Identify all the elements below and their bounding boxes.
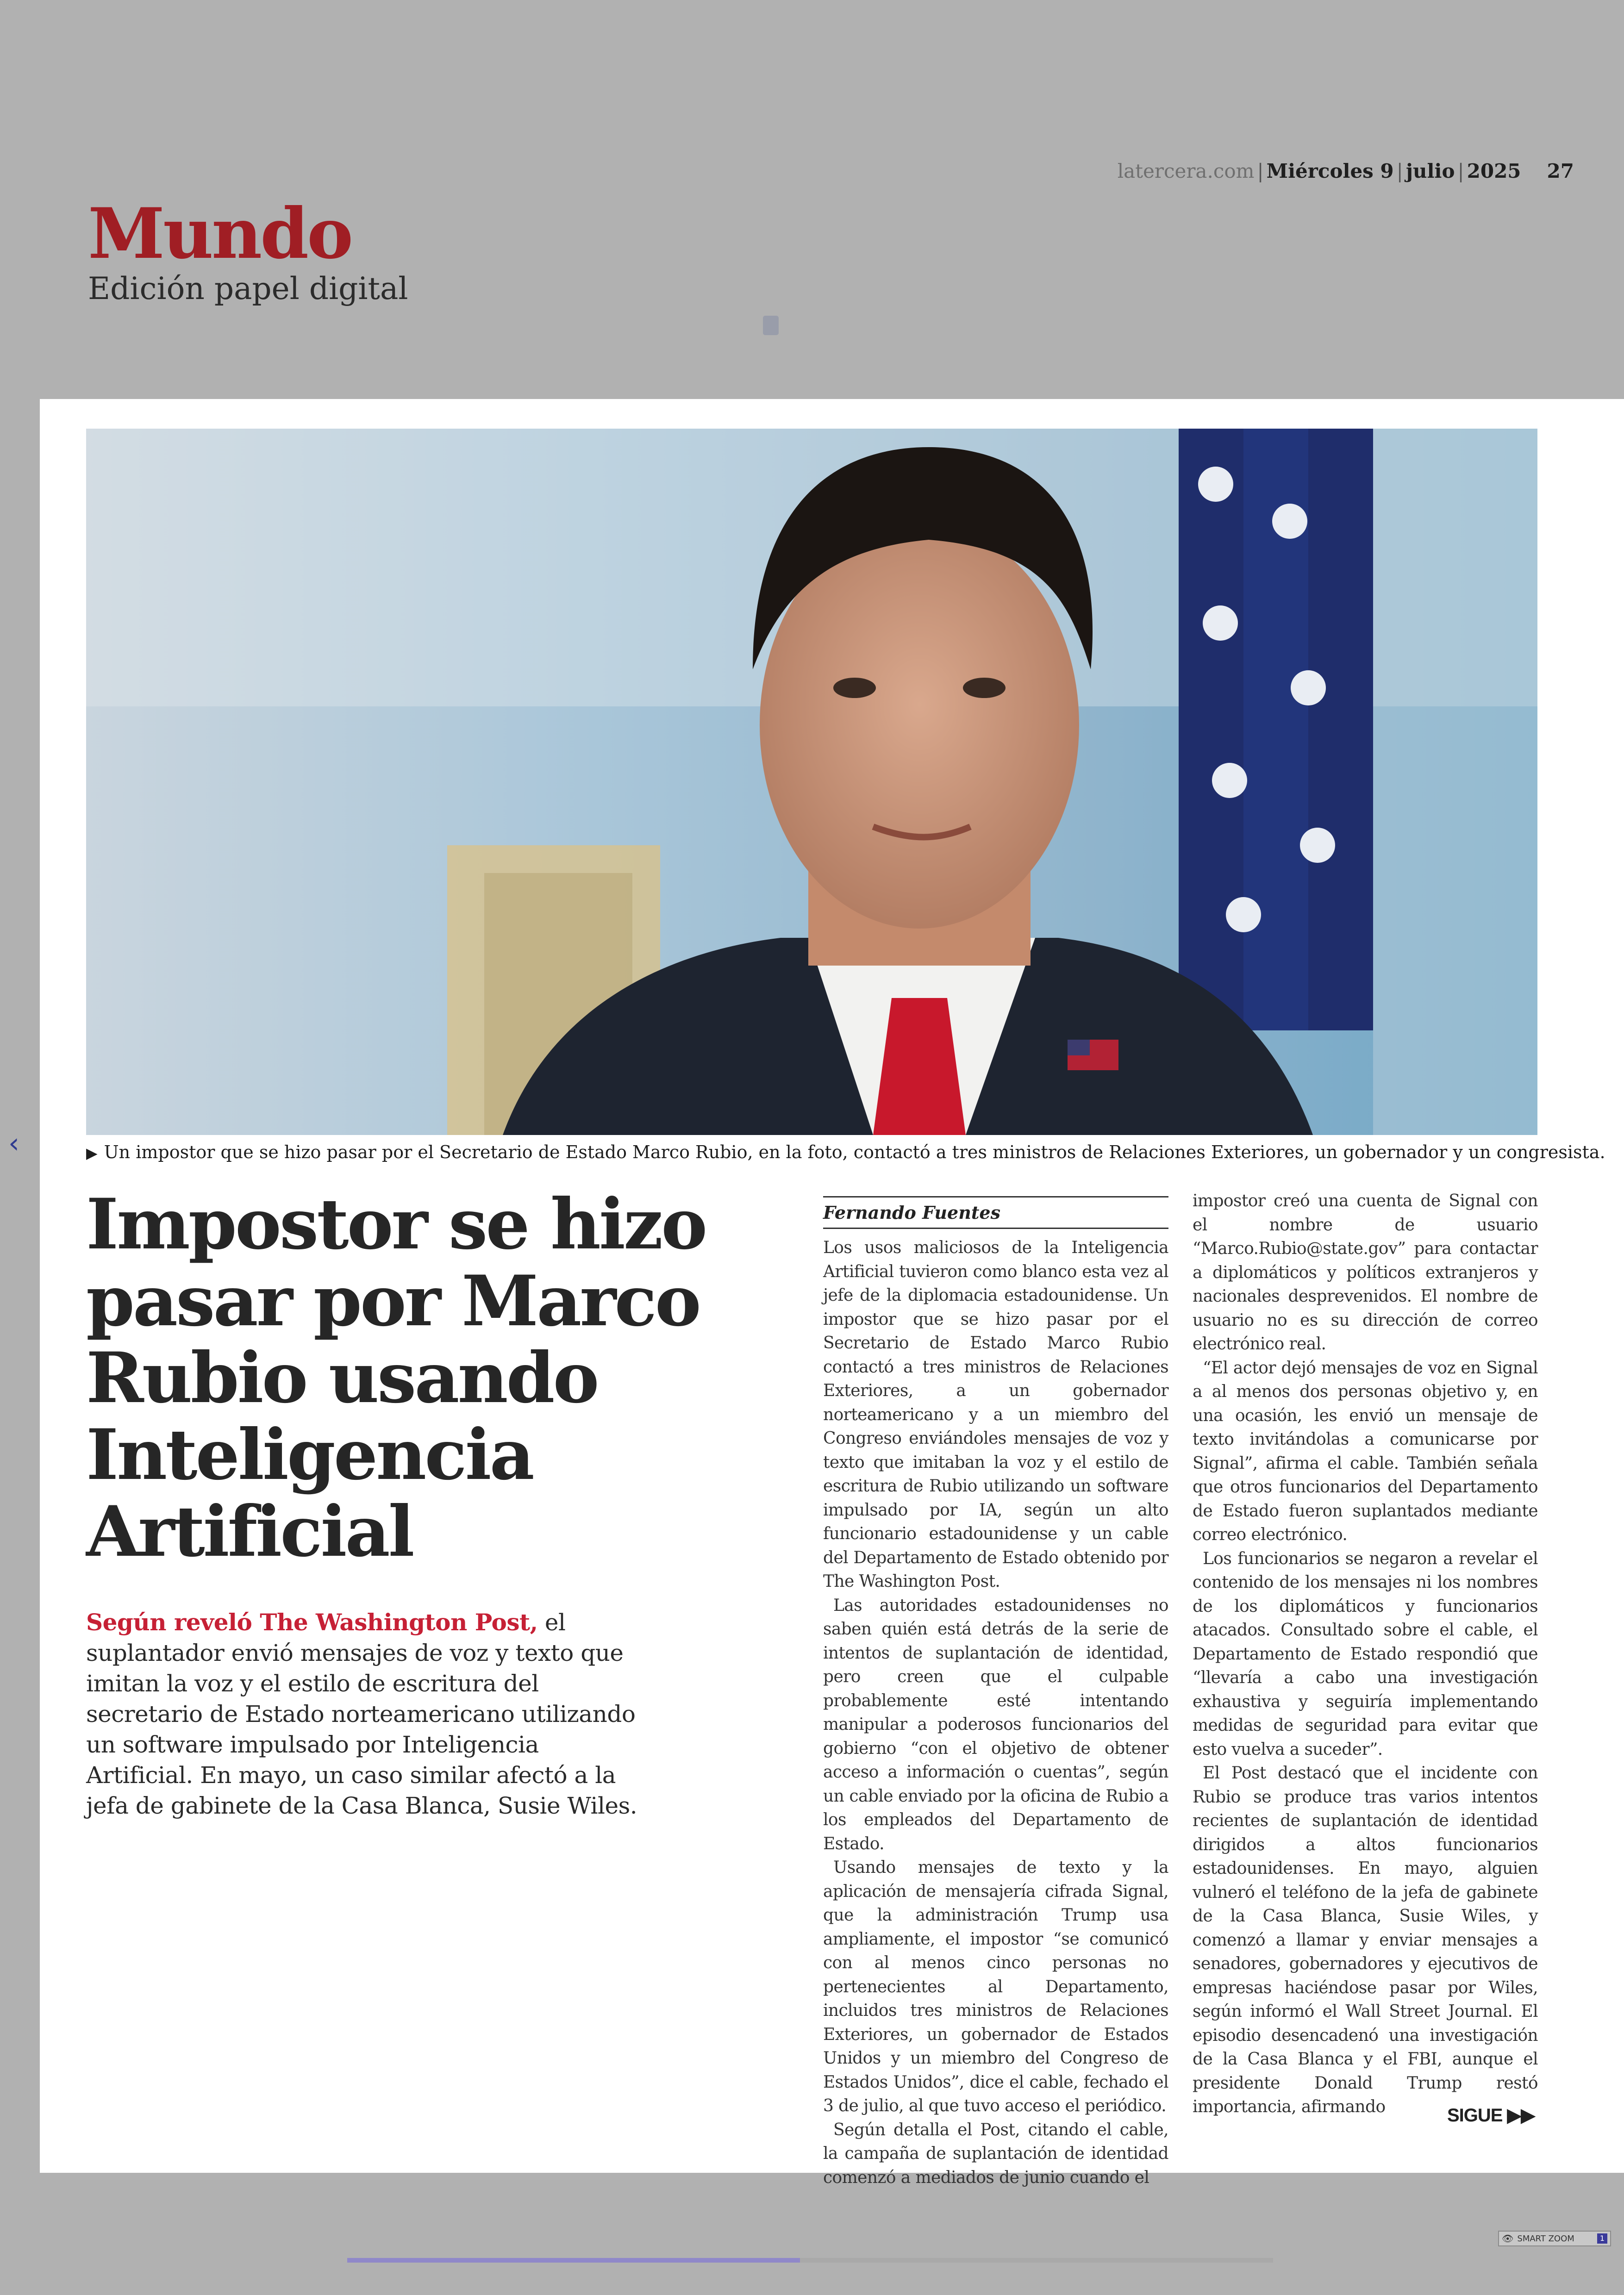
paragraph: Según detalla el Post, citando el cable, la campaña de suplantación de identidad comenzó a mediados de junio cuando el — [823, 2120, 1168, 2187]
smart-zoom-button[interactable] — [1498, 2231, 1611, 2246]
article-deck — [86, 1607, 646, 1821]
header-dateline — [1118, 160, 1574, 182]
continue-label: SIGUE ▶▶ — [1447, 2105, 1535, 2126]
caption-marker-icon: ▶ — [86, 1144, 98, 1162]
caption-text: Un impostor que se hizo pasar por el Secretario de Estado Marco Rubio, en la foto, contactó a tres ministros de Relaciones Exteriores, un gobernador y un congresista. — [104, 1142, 1605, 1162]
paragraph: Los funcionarios se negaron a revelar el contenido de los mensajes ni los nombres de los diplomáticos y funcionarios atacados. Consultado sobre el cable, el Departamento de Estado respondió que “llevaría a cabo una investigación exhaustiva y seguiría implementando medidas de seguridad para evitar que esto vuelva a suceder”. — [1193, 1549, 1538, 1759]
eye-icon: 👁 — [1502, 2233, 1514, 2244]
separator: | — [1457, 160, 1464, 182]
paragraph: Los usos maliciosos de la Inteligencia Artificial tuvieron como blanco esta vez al jefe de la diplomacia estadounidense. Un impostor que se hizo pasar por el Secretario de Estado Marco Rubio contactó a tres ministros de Relaciones Exteriores, a un gobernador norteamericano y a un miembro del Congreso enviándoles mensajes de voz y texto que imitaban la voz y el estilo de escritura de Rubio utilizando un software impulsado por IA, según un alto funcionario estadounidense y un cable del Departamento de Estado obtenido por The Washington Post. — [823, 1238, 1168, 1591]
photo-caption — [86, 1142, 1605, 1162]
paragraph: El Post destacó que el incidente con Rubio se produce tras varios intentos recientes de suplantación de identidad dirigidos a altos funcionarios estadounidenses. En mayo, alguien vulneró el teléfono de la jefa de gabinete de la Casa Blanca, Susie Wiles, y comenzó a llamar y enviar mensajes a senadores, gobernadores y ejecutivos de empresas haciéndose pasar por Wiles, según informó el Wall Street Journal. El episodio desencadenó una investigación de la Casa Blanca y el FBI, aunque el presidente Donald Trump restó importancia, afirmando — [1193, 1764, 1538, 2116]
byline: Fernando Fuentes — [823, 1196, 1168, 1229]
paragraph: “El actor dejó mensajes de voz en Signal a al menos dos personas objetivo y, en una ocasión, les envió un mensaje de texto invitándolas a comunicarse por Signal”, afirma el cable. También señala que otros funcionarios del Departamento de Estado fueron suplantados mediante correo electrónico. — [1193, 1358, 1538, 1544]
deck-lead: Según reveló The Washington Post, — [86, 1609, 538, 1636]
edition-label: Edición papel digital — [88, 271, 408, 306]
newspaper-page — [40, 399, 1624, 2187]
separator: | — [1396, 160, 1403, 182]
article-column-2 — [1193, 1189, 1538, 2119]
article-column-1 — [823, 1236, 1168, 2189]
paragraph: impostor creó una cuenta de Signal con el nombre de usuario “Marco.Rubio@state.gov” para contactar a diplomáticos y políticos extranjeros y nacionales desprevenidos. El nombre de usuario no es su dirección de correo electrónico real. — [1193, 1191, 1538, 1353]
smart-zoom-label: SMART ZOOM — [1517, 2233, 1574, 2244]
photo-illustration — [86, 429, 1537, 1135]
date-day: Miércoles 9 — [1266, 160, 1394, 182]
paragraph: Usando mensajes de texto y la aplicación de mensajería cifrada Signal, que la administración Trump usa ampliamente, el impostor “se comunicó con al menos cinco personas no pertenecientes al Departamento, incluidos tres ministros de Relaciones Exteriores, un gobernador de Estados Unidos y un miembro del Congreso de Estados Unidos”, dice el cable, fechado el 3 de julio, al que tuvo acceso el periódico. — [823, 1858, 1168, 2115]
paragraph: Las autoridades estadounidenses no saben quién está detrás de la serie de intentos de suplantación de identidad, pero creen que el culpable probablemente esté intentando manipular a poderosos funcionarios del gobierno “con el objetivo de obtener acceso a información o cuentas”, según un cable enviado por la oficina de Rubio a los empleados del Departamento de Estado. — [823, 1596, 1168, 1853]
page-marker-icon[interactable] — [763, 316, 779, 335]
page-number: 27 — [1547, 160, 1574, 182]
separator: | — [1257, 160, 1264, 182]
section-title: Mundo — [88, 193, 352, 274]
date-month: julio — [1405, 160, 1455, 182]
page-progress-bar[interactable] — [347, 2258, 1273, 2263]
site-name: latercera.com — [1117, 160, 1255, 182]
article-photo — [86, 429, 1537, 1135]
deck-text: el suplantador envió mensajes de voz y texto que imitan la voz y el estilo de escritura del secretario de Estado norteamericano utilizando un software impulsado por Inteligencia Artificial. En mayo, un caso similar afectó a la jefa de gabinete de la Casa Blanca, Susie Wiles. — [86, 1609, 637, 1819]
previous-page-arrow-icon[interactable]: ‹ — [8, 1127, 19, 1160]
smart-zoom-value: 1 — [1597, 2233, 1607, 2244]
date-year: 2025 — [1467, 160, 1521, 182]
progress-fill — [347, 2258, 800, 2263]
article-headline: Impostor se hizo pasar por Marco Rubio usando Inteligencia Artificial — [86, 1184, 706, 1572]
